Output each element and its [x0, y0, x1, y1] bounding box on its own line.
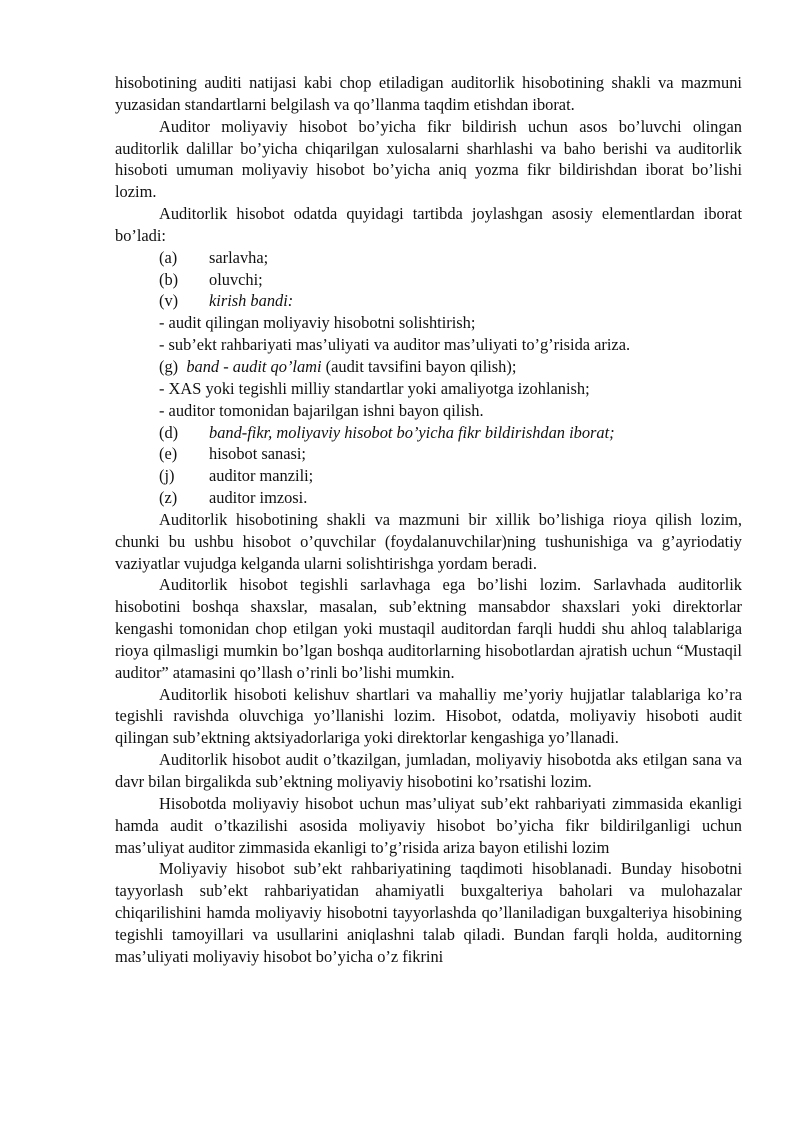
list-subitem: - auditor tomonidan bajarilgan ishni bayon qilish.: [159, 400, 484, 420]
list-item-g: [115, 356, 742, 378]
list-marker: (b): [159, 269, 179, 289]
paragraph-management-presentation: Moliyaviy hisobot sub’ekt rahbariyatining taqdimoti hisoblanadi. Bunday hisobotni tayyorlash sub’ekt rahbariyatidan ahamiyatli buxgalteriya baholari va mulohazalar chiqarilishini hamda moliyaviy hisobotni tayyorlashda qo’llaniladigan buxgalteriya hisobining tegishli tamoyillari va usullarini aniqlashni talab qiladi. Bundan farqli holda, auditorning mas’uliyati moliyaviy hisobot bo’yicha o’z fikrini: [115, 859, 742, 966]
list-item-d: [115, 422, 742, 444]
paragraph-responsibility: Hisobotda moliyaviy hisobot uchun mas’uliyat sub’ekt rahbariyati zimmasida ekanligi hamda audit o’tkazilishi asosida moliyaviy hisobot bo’yicha fikr bildirilganligi uchun mas’uliyat auditor zimmasida ekanligi to’g’risida ariza bayon etilishi lozim: [115, 793, 742, 857]
list-subitem: - audit qilingan moliyaviy hisobotni solishtirish;: [159, 313, 476, 333]
list-item-v: [115, 290, 742, 312]
list-item-z: [115, 487, 742, 509]
list-marker: (j): [159, 466, 175, 486]
list-text: hisobot sanasi;: [209, 444, 306, 464]
paragraph-identification: Auditorlik hisobot audit o’tkazilgan, jumladan, moliyaviy hisobotda aks etilgan sana va davr bilan birgalikda sub’ektning moliyaviy hisobotini ko’rsatishi lozim.: [115, 750, 742, 791]
list-text: band-fikr, moliyaviy hisobot bo’yicha fikr bildirishdan iborat;: [209, 422, 615, 442]
paragraph-report-elements-intro: Auditorlik hisobot odatda quyidagi tartibda joylashgan asosiy elementlardan iborat bo’ladi:: [115, 204, 742, 245]
paragraph-uniformity: Auditorlik hisobotining shakli va mazmuni bir xillik bo’lishiga rioya qilish lozim, chunki bu ushbu hisobot o’quvchilar (foydalanuvchilar)ning tushunishiga va g’ayriodatiy vaziyatlar vujudga kelganda ularni solishtirishga yordam beradi.: [115, 509, 742, 573]
list-item-b: [115, 269, 742, 291]
list-text: auditor manzili;: [209, 466, 314, 486]
list-text: sarlavha;: [209, 247, 269, 267]
list-marker: (e): [159, 444, 178, 464]
list-subitem: - XAS yoki tegishli milliy standartlar yoki amaliyotga izohlanish;: [159, 378, 590, 398]
list-text: oluvchi;: [209, 269, 263, 289]
list-marker: (v): [159, 291, 179, 311]
paragraph-title-requirement: Auditorlik hisobot tegishli sarlavhaga ega bo’lishi lozim. Sarlavhada auditorlik hisobotini boshqa shaxslar, masalan, sub’ektning mansabdor shaxslari yoki direktorlar kengashi tomonidan chop etilgan yoki mustaqil auditordan farqli huddi shu ahloq talablariga rioya qilmasligi mumkin bo’lgan boshqa auditorlarning hisobotlardan ajratish uchun “Mustaqil auditor” atamasini qo’llash o’rinli bo’lishi mumkin.: [115, 575, 742, 682]
list-marker: (z): [159, 488, 178, 508]
list-text-italic: band - audit qo’lami: [186, 356, 322, 376]
list-marker: (d): [159, 422, 179, 442]
paragraph-continuation: hisobotining auditi natijasi kabi chop etiladigan auditorlik hisobotining shakli va mazmuni yuzasidan standartlarni belgilash va qo’llanma taqdim etishdan iborat.: [115, 73, 742, 114]
list-text: (audit tavsifini bayon qilish);: [321, 356, 517, 376]
list-text: kirish bandi:: [209, 291, 294, 311]
list-subitem: - sub’ekt rahbariyati mas’uliyati va auditor mas’uliyati to’g’risida ariza.: [159, 335, 631, 355]
list-text: auditor imzosi.: [209, 488, 308, 508]
document-page: [115, 72, 742, 968]
list-item-j: [115, 465, 742, 487]
paragraph-auditor-opinion: Auditor moliyaviy hisobot bo’yicha fikr bildirish uchun asos bo’luvchi olingan auditorlik dalillar bo’yicha chiqarilgan xulosalarni sharhlashi va baho berishi va auditorlik hisoboti umuman moliyaviy hisobot bo’yicha aniq yozma fikr bildirishdan iborat bo’lishi lozim.: [115, 116, 742, 202]
list-item-e: [115, 443, 742, 465]
list-marker: (g): [159, 356, 179, 376]
paragraph-addressee: Auditorlik hisoboti kelishuv shartlari va mahalliy me’yoriy hujjatlar talablariga ko’ra tegishli ravishda oluvchiga yo’llanishi lozim. Hisobot, odatda, moliyaviy hisoboti audit qilingan sub’ektning aktsiyadorlariga yoki direktorlar kengashiga yo’llanadi.: [115, 684, 742, 748]
list-item-a: [115, 247, 742, 269]
list-marker: (a): [159, 247, 178, 267]
